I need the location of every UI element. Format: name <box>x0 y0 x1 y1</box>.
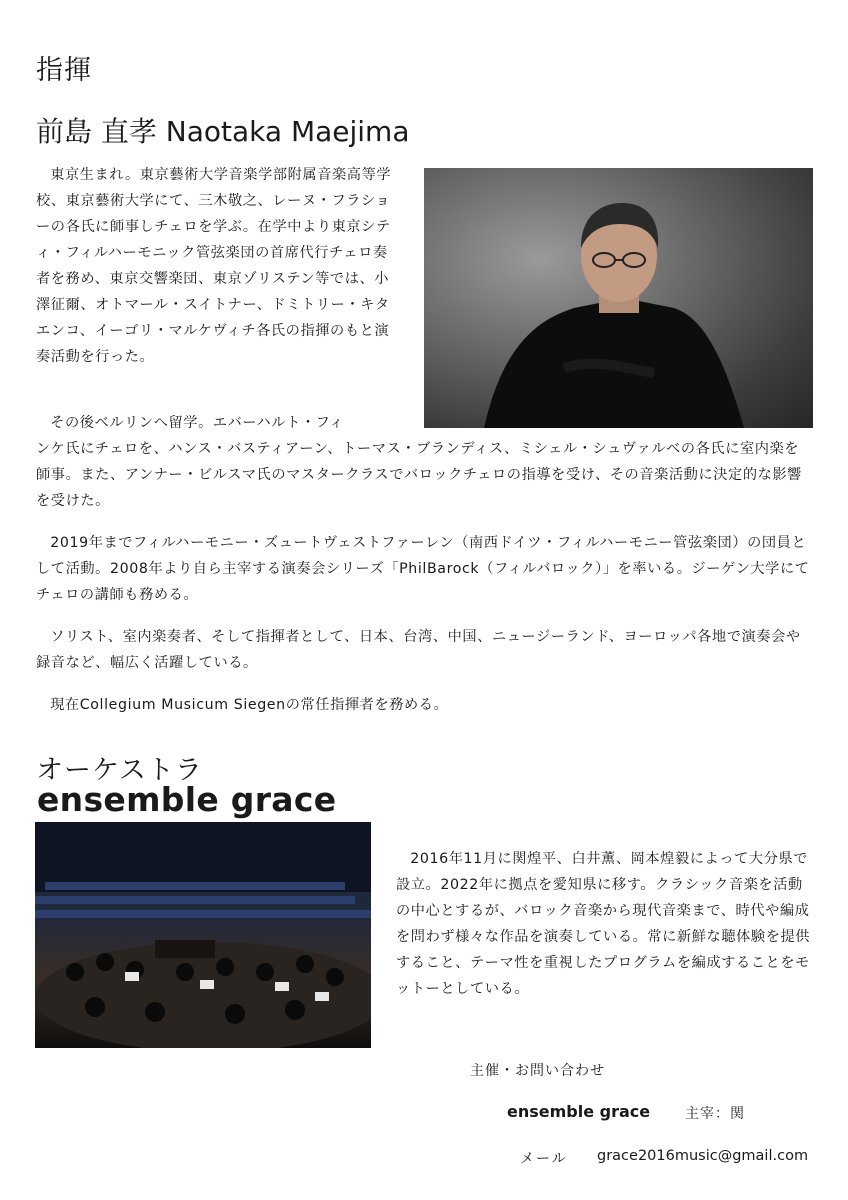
contact-mail-label: メール <box>520 1151 568 1167</box>
conductor-bio-intro <box>36 162 398 370</box>
bio-paragraph-1: 東京生まれ。東京藝術大学音楽学部附属音楽高等学校、東京藝術大学にて、三木敬之、レーヌ・フラショーの各氏に師事しチェロを学ぶ。在学中より東京シティ・フィルハーモニック管弦楽団の首席代行チェロ奏者を務め、東京交響楽団、東京ゾリステン等では、小澤征爾、オトマール・スイトナー、ドミトリー・キタエンコ、イーゴリ・マルケヴィチ各氏の指揮のもと演奏活動を行った。 <box>36 167 392 365</box>
bio-paragraph-2-rest: ンケ氏にチェロを、ハンス・バスティアーン、トーマス・ブランディス、ミシェル・シュヴァルベの各氏に室内楽を師事。また、アンナー・ビルスマ氏のマスタークラスでバロックチェロの指導を受け、その音楽活動に決定的な影響を受けた。 <box>36 441 802 509</box>
portrait-figure <box>424 168 813 428</box>
contact-director: 主宰：関 <box>685 1106 745 1122</box>
orchestra-name: ensemble grace <box>37 780 337 819</box>
bio-paragraph-3: 2019年までフィルハーモニー・ズュートヴェストファーレン（南西ドイツ・フィルハーモニー管弦楽団）の団員として活動。2008年より自ら主宰する演奏会シリーズ「PhilBarock（フィルバロック）」を率いる。ジーゲン大学にてチェロの講師も務める。 <box>36 535 810 603</box>
conductor-bio-4 <box>36 624 812 676</box>
conductor-bio-5 <box>36 692 812 718</box>
bio-paragraph-5: 現在Collegium Musicum Siegenの常任指揮者を務める。 <box>50 697 449 713</box>
contact-organization: ensemble grace <box>507 1102 651 1121</box>
orchestra-photo <box>35 822 371 1048</box>
orchestra-section-title: オーケストラ <box>36 755 203 786</box>
bio-paragraph-2-head: その後ベルリンへ留学。エバーハルト・フィ <box>50 415 345 431</box>
orchestra-description-text: 2016年11月に関煌平、白井薫、岡本煌毅によって大分県で設立。2022年に拠点を愛知県に移す。クラシック音楽を活動の中心とするが、バロック音楽から現代音楽まで、時代や編成を問わず様々な作品を演奏している。常に新鮮な聴体験を提供すること、テーマ性を重視したプログラムを編成することをモットーとしている。 <box>396 851 811 997</box>
conductor-bio-2-rest <box>36 436 812 514</box>
conductor-bio-2-head <box>36 410 416 436</box>
orchestra-stage <box>35 822 371 1048</box>
contact-email[interactable]: grace2016music@gmail.com <box>597 1148 809 1164</box>
contact-label: 主催・お問い合わせ <box>470 1063 605 1079</box>
orchestra-description <box>396 846 812 1002</box>
bio-paragraph-4: ソリスト、室内楽奏者、そして指揮者として、日本、台湾、中国、ニュージーランド、ヨーロッパ各地で演奏会や録音など、幅広く活躍している。 <box>36 629 801 671</box>
conductor-portrait <box>424 168 813 428</box>
conductor-section-title: 指揮 <box>36 55 92 86</box>
conductor-bio-3 <box>36 530 812 608</box>
conductor-name: 前島 直孝 Naotaka Maejima <box>36 115 410 148</box>
